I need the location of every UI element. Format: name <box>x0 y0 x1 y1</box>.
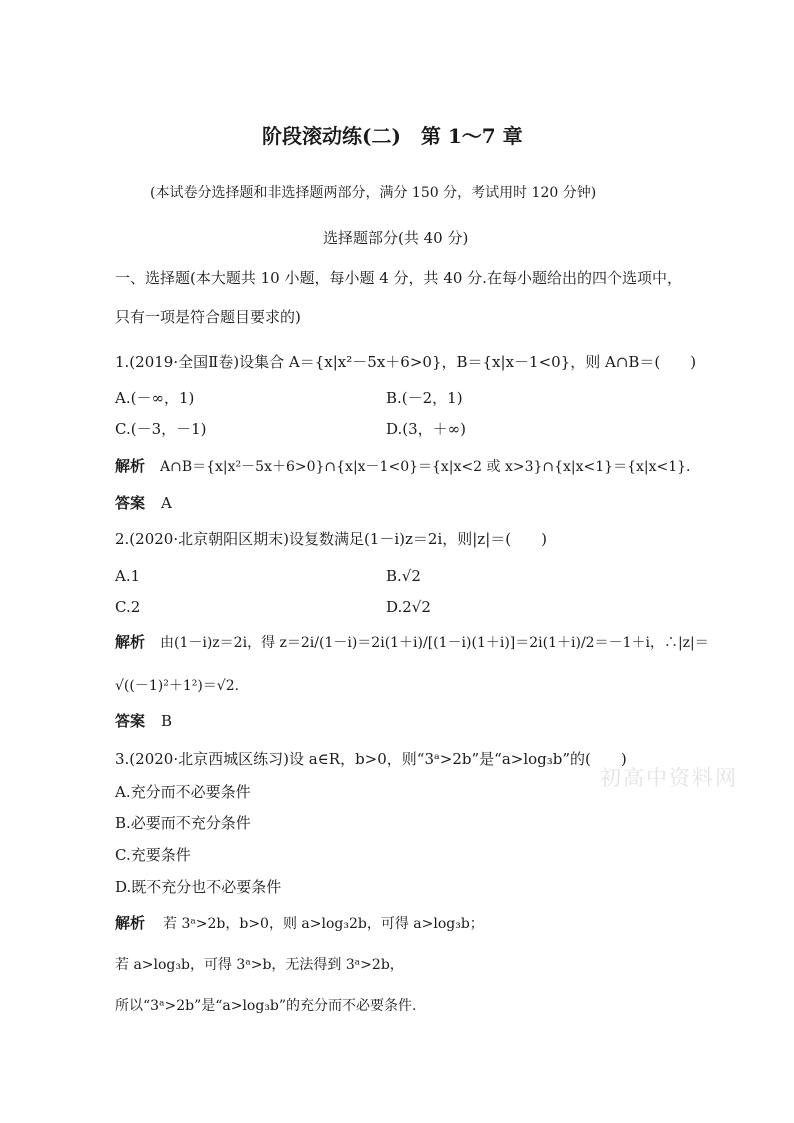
exam-intro: (本试卷分选择题和非选择题两部分，满分 150 分，考试用时 120 分钟) <box>150 185 597 201</box>
q1-analysis-text: A∩B＝{x|x²－5x＋6>0}∩{x|x－1<0}＝{x|x<2 或 x>3}∩{x|x<1}＝{x|x<1}. <box>160 459 691 475</box>
q3-analysis-line3: 所以“3ᵃ>2b”是“a>log₃b”的充分而不必要条件. <box>115 998 417 1014</box>
q2-option-b: B.√2 <box>386 567 421 585</box>
q3-option-b: B.必要而不充分条件 <box>115 814 251 832</box>
q3-analysis-label: 解析 <box>115 914 146 932</box>
q2-analysis-line1: 由(1－i)z＝2i，得 z＝2i/(1－i)＝2i(1＋i)/[(1－i)(1＋i)]＝2i(1＋i)/2＝－1＋i，∴|z|＝ <box>160 635 709 651</box>
q2-stem: 2.(2020·北京朝阳区期末)设复数满足(1－i)z＝2i，则|z|＝( ) <box>115 530 547 548</box>
q3-option-a: A.充分而不必要条件 <box>115 783 251 801</box>
q2-option-a: A.1 <box>115 567 141 585</box>
q3-option-c: C.充要条件 <box>115 846 191 864</box>
q1-option-d: D.(3，＋∞) <box>386 420 467 438</box>
part1-instruction-line1: 一、选择题(本大题共 10 小题，每小题 4 分，共 40 分.在每小题给出的四个选项中， <box>115 269 682 287</box>
q2-option-d: D.2√2 <box>386 598 431 616</box>
q2-analysis-line2: √((－1)²＋1²)＝√2. <box>115 678 240 694</box>
q1-answer-value: A <box>161 494 172 512</box>
q2-answer-label: 答案 <box>115 712 146 730</box>
q2-option-c: C.2 <box>115 598 141 616</box>
part1-instruction-line2: 只有一项是符合题目要求的) <box>115 308 301 326</box>
q3-analysis-line2: 若 a>log₃b，可得 3ᵃ>b，无法得到 3ᵃ>2b， <box>115 957 404 973</box>
q2-analysis-label: 解析 <box>115 633 146 651</box>
q3-stem: 3.(2020·北京西城区练习)设 a∈R，b>0，则“3ᵃ>2b”是“a>log₃b”的( ) <box>115 750 627 768</box>
section-header: 选择题部分(共 40 分) <box>323 229 469 247</box>
watermark: 初高中资料网 <box>600 766 738 790</box>
q1-analysis-label: 解析 <box>115 457 146 475</box>
q1-answer-label: 答案 <box>115 494 146 512</box>
q3-option-d: D.既不充分也不必要条件 <box>115 878 282 896</box>
q3-analysis-line1: 若 3ᵃ>2b，b>0，则 a>log₃2b，可得 a>log₃b； <box>163 916 484 932</box>
q2-answer-value: B <box>161 712 173 730</box>
q1-option-c: C.(－3，－1) <box>115 420 207 438</box>
q1-option-b: B.(－2，1) <box>386 389 463 407</box>
q1-stem: 1.(2019·全国Ⅱ卷)设集合 A＝{x|x²－5x＋6>0}，B＝{x|x－1<0}，则 A∩B＝( ) <box>115 353 697 371</box>
q1-option-a: A.(－∞，1) <box>115 389 195 407</box>
page-title: 阶段滚动练(二) 第 1～7 章 <box>262 124 523 148</box>
